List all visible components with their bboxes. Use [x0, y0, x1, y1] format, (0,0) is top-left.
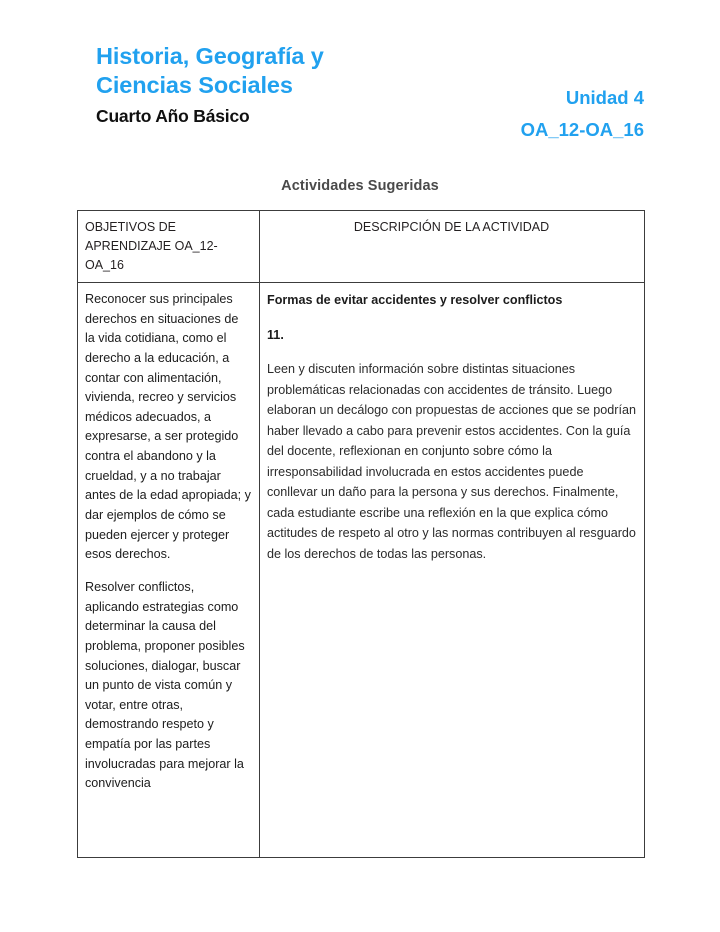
- column-header-objectives: OBJETIVOS DE APRENDIZAJE OA_12-OA_16: [78, 211, 260, 283]
- activity-number: 11.: [267, 327, 284, 342]
- grade-level-label: Cuarto Año Básico: [96, 106, 250, 127]
- activity-heading: Formas de evitar accidentes y resolver conflictos: [267, 293, 563, 307]
- objective-paragraph-1: Reconocer sus principales derechos en situaciones de la vida cotidiana, como el derecho a la educación, a contar con alimentación, vivienda, recreo y servicios médicos adecuados, a expresarse, a ser protegido contra el abandono y la crueldad, y a no trabajar antes de la edad apropiada; y dar ejemplos de cómo se pueden ejercer y proteger esos derechos.: [85, 292, 251, 562]
- oa-range-label: OA_12-OA_16: [520, 119, 644, 141]
- section-title: Actividades Sugeridas: [281, 178, 439, 194]
- subject-title: Historia, Geografía y Ciencias Sociales: [96, 43, 324, 99]
- document-header: [96, 42, 644, 141]
- objectives-cell: [78, 283, 260, 858]
- table-row: [78, 283, 645, 858]
- table-header-row: [78, 211, 645, 283]
- activities-table: [77, 210, 645, 858]
- header-right-block: [434, 42, 644, 141]
- header-left-block: [96, 42, 426, 127]
- unit-label: Unidad 4: [565, 87, 644, 108]
- description-cell: [260, 283, 645, 858]
- activity-body-text: Leen y discuten información sobre distintas situaciones problemáticas relacionadas con accidentes de tránsito. Luego elaboran un decálogo con propuestas de acciones que se podrían haber llevado a cabo para prevenir estos accidentes. Con la guía del docente, reflexionan en conjunto sobre cómo la irresponsabilidad involucrada en estos accidentes puede conllevar un daño para la persona y sus derechos. Finalmente, cada estudiante escribe una reflexión en la que explica cómo actitudes de respeto al otro y las normas contribuyen al resguardo de los derechos de todas las personas.: [267, 362, 636, 561]
- objective-paragraph-2: Resolver conflictos, aplicando estrategias como determinar la causa del problema, proponer posibles soluciones, dialogar, buscar un punto de vista común y votar, entre otras, demostrando respeto y empatía por las partes involucradas para mejorar la convivencia: [85, 579, 245, 791]
- column-header-description: DESCRIPCIÓN DE LA ACTIVIDAD: [260, 211, 645, 283]
